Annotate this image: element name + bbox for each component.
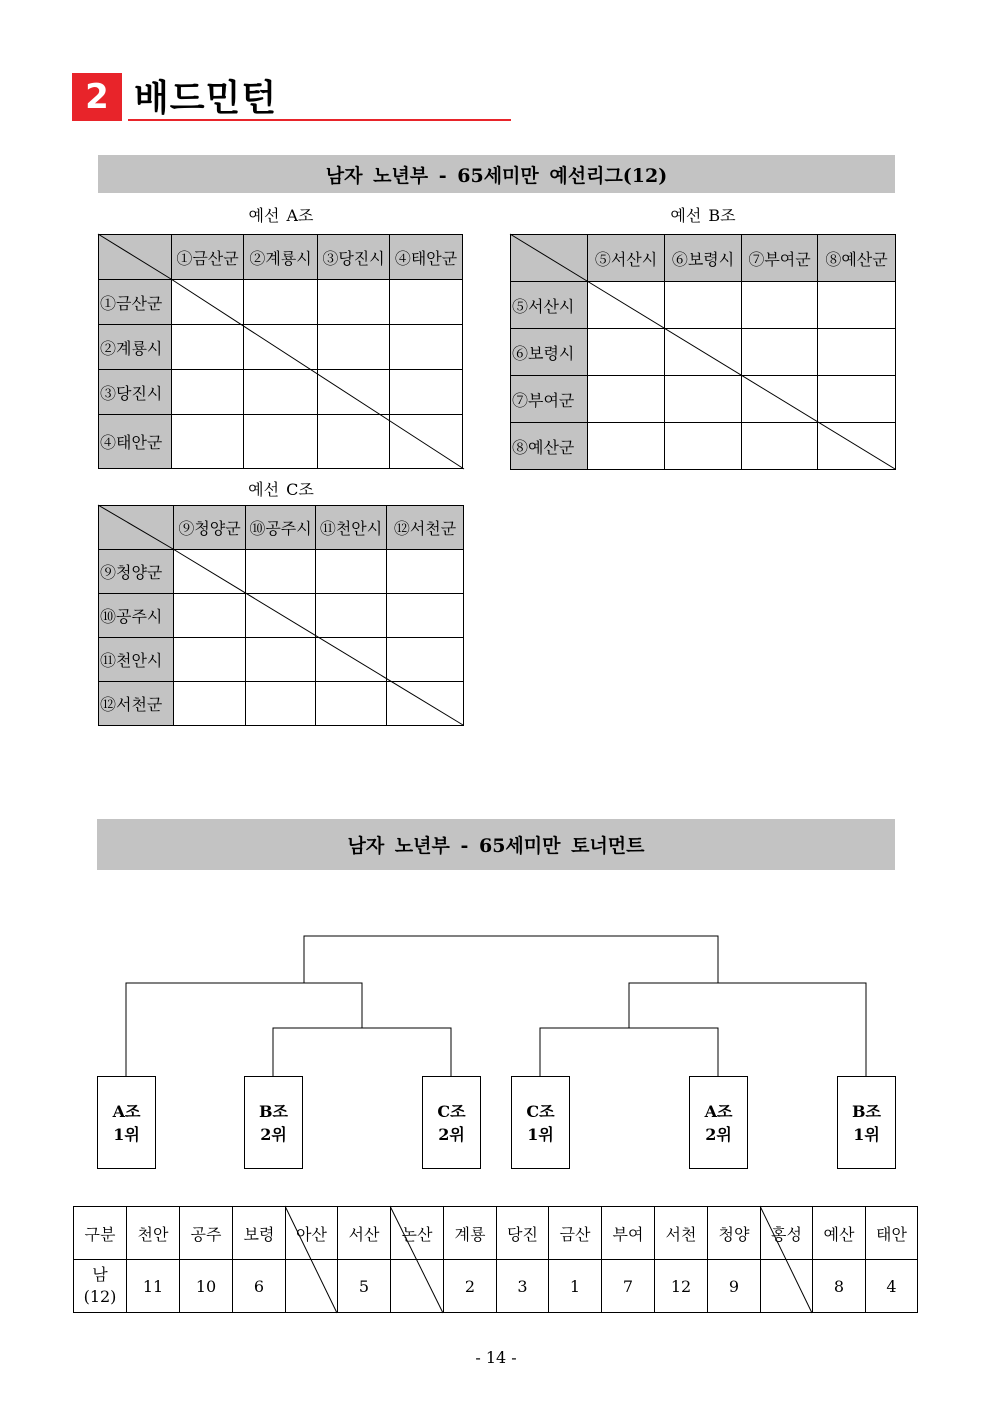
- group-b-label: 예선 B조: [670, 206, 736, 225]
- col-header: ⑨청양군: [174, 506, 246, 550]
- draw-number-cell: 3: [497, 1260, 549, 1313]
- header-cell: 서천: [655, 1207, 708, 1260]
- header-cell: 금산: [549, 1207, 602, 1260]
- col-header: ③당진시: [318, 235, 390, 280]
- draw-number-cell: 12: [655, 1260, 708, 1313]
- group-a-label: 예선 A조: [248, 206, 314, 225]
- header-cell: 청양: [708, 1207, 761, 1260]
- header-cell: 천안: [127, 1207, 180, 1260]
- row-header: ⑥보령시: [511, 329, 588, 376]
- draw-number-cell: 7: [602, 1260, 655, 1313]
- slot-rank: 1위: [853, 1124, 880, 1144]
- header-cell: 계룡: [444, 1207, 497, 1260]
- row-header: ⑩공주시: [99, 594, 174, 638]
- row-header: ⑧예산군: [511, 423, 588, 470]
- slot-group: C조: [437, 1101, 466, 1121]
- col-header: ⑪천안시: [316, 506, 387, 550]
- section-number-badge: 2: [72, 73, 122, 121]
- draw-number-cell: 4: [866, 1260, 918, 1313]
- row-header: ⑨청양군: [99, 550, 174, 594]
- header-cell: 예산: [813, 1207, 866, 1260]
- header-cell: 홍성: [761, 1207, 813, 1260]
- col-header: ⑤서산시: [588, 235, 665, 282]
- header-cell: 부여: [602, 1207, 655, 1260]
- row-sublabel: (12): [83, 1287, 117, 1306]
- draw-number-cell: 8: [813, 1260, 866, 1313]
- slot-group: A조: [112, 1101, 141, 1121]
- header-cell: 논산: [391, 1207, 444, 1260]
- draw-number-cell: 10: [180, 1260, 233, 1313]
- group-c-label: 예선 C조: [248, 480, 314, 499]
- slot-rank: 1위: [527, 1124, 554, 1144]
- row-header: ④태안군: [99, 415, 172, 469]
- row-header: ③당진시: [99, 370, 172, 415]
- slot-rank: 2위: [705, 1124, 732, 1144]
- league-banner: 남자 노년부 - 65세미만 예선리그(12): [98, 155, 895, 193]
- row-header: ②계룡시: [99, 325, 172, 370]
- slot-group: B조: [259, 1101, 288, 1121]
- col-header: ④태안군: [390, 235, 463, 280]
- row-header: ①금산군: [99, 280, 172, 325]
- absent-strike-nonsan: [390, 1206, 443, 1313]
- col-header: ②계룡시: [244, 235, 318, 280]
- header-cell: 당진: [497, 1207, 549, 1260]
- draw-number-cell: 11: [127, 1260, 180, 1313]
- draw-number-cell: 1: [549, 1260, 602, 1313]
- draw-number-cell: 6: [233, 1260, 286, 1313]
- col-header: ⑫서천군: [387, 506, 464, 550]
- row-label: 남: [92, 1265, 108, 1284]
- header-cell: 서산: [338, 1207, 391, 1260]
- header-cell: 공주: [180, 1207, 233, 1260]
- page-number: - 14 -: [475, 1348, 517, 1367]
- slot-group: B조: [852, 1101, 881, 1121]
- header-cell: 보령: [233, 1207, 286, 1260]
- row-header: ⑤서산시: [511, 282, 588, 329]
- row-header: ⑫서천군: [99, 682, 174, 726]
- header-cell: 태안: [866, 1207, 918, 1260]
- row-header: ⑦부여군: [511, 376, 588, 423]
- tournament-banner: 남자 노년부 - 65세미만 토너먼트: [97, 819, 895, 870]
- col-header: ⑧예산군: [818, 235, 896, 282]
- col-header: ⑩공주시: [246, 506, 316, 550]
- header-cell: 아산: [286, 1207, 338, 1260]
- col-header: ①금산군: [172, 235, 244, 280]
- slot-rank: 2위: [260, 1124, 287, 1144]
- row-header: ⑪천안시: [99, 638, 174, 682]
- slot-rank: 2위: [438, 1124, 465, 1144]
- absent-strike-hongseong: [760, 1206, 812, 1313]
- header-cell: 구분: [74, 1207, 127, 1260]
- section-title: 배드민턴: [134, 78, 278, 119]
- col-header: ⑦부여군: [742, 235, 818, 282]
- slot-rank: 1위: [113, 1124, 140, 1144]
- absent-strike-asan: [285, 1206, 337, 1313]
- draw-number-cell: 5: [338, 1260, 391, 1313]
- slot-group: C조: [526, 1101, 555, 1121]
- draw-number-cell: 9: [708, 1260, 761, 1313]
- slot-group: A조: [704, 1101, 733, 1121]
- draw-number-cell: 2: [444, 1260, 497, 1313]
- col-header: ⑥보령시: [665, 235, 742, 282]
